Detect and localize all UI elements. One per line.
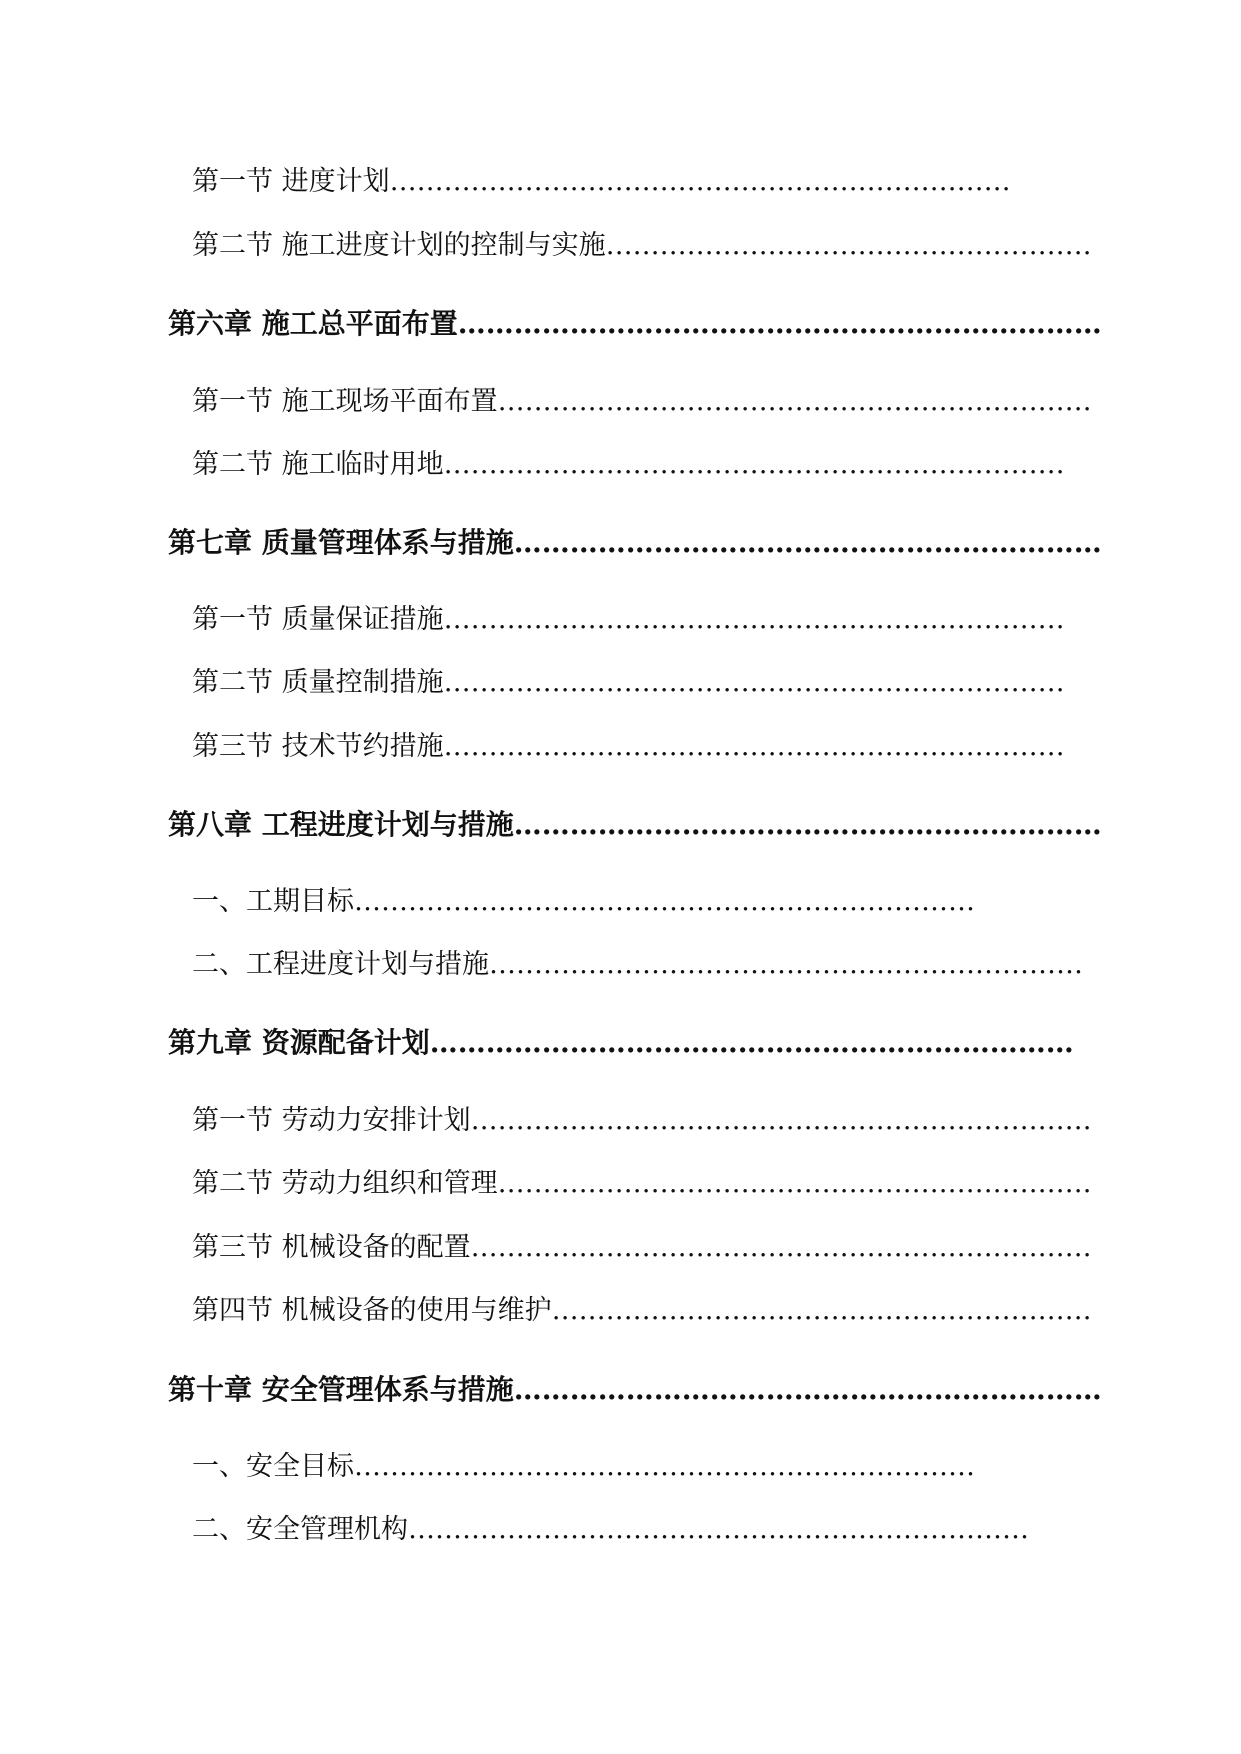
- toc-label: 第三节 机械设备的配置: [192, 1232, 471, 1263]
- toc-chapter-6: [168, 307, 1102, 340]
- toc-chapter-10: [168, 1373, 1102, 1406]
- toc-label: 二、工程进度计划与措施: [192, 949, 489, 980]
- toc-label: 第十章 安全管理体系与措施: [168, 1373, 514, 1406]
- toc-section-equipment-config: [192, 1234, 1092, 1261]
- toc-label: 第一节 进度计划: [192, 166, 390, 197]
- toc-leader: ……………………………………………………………: [443, 667, 1065, 698]
- toc-leader: ……………………………………………………………: [429, 1026, 1074, 1059]
- toc-leader: ……………………………………………………………: [354, 886, 975, 917]
- toc-section-progress-plan: [192, 168, 1011, 195]
- toc-chapter-8: [168, 808, 1102, 841]
- toc-label: 第二节 施工临时用地: [192, 449, 444, 480]
- toc-label: 一、工期目标: [192, 886, 354, 917]
- toc-section-schedule-goal: [192, 888, 975, 915]
- toc-label: 二、安全管理机构: [192, 1514, 408, 1545]
- toc-chapter-7: [168, 526, 1102, 559]
- toc-label: 一、安全目标: [192, 1451, 354, 1482]
- toc-label: 第一节 施工现场平面布置: [192, 386, 498, 417]
- toc-section-schedule-measures: [192, 951, 1083, 978]
- toc-leader: ……………………………………………………………: [443, 731, 1065, 762]
- toc-label: 第一节 劳动力安排计划: [192, 1105, 471, 1136]
- toc-label: 第四节 机械设备的使用与维护: [192, 1295, 552, 1326]
- toc-leader: ……………………………………………………………: [470, 1105, 1092, 1136]
- toc-label: 第二节 劳动力组织和管理: [192, 1168, 498, 1199]
- toc-label: 第八章 工程进度计划与措施: [168, 808, 514, 841]
- toc-section-tech-saving: [192, 733, 1065, 760]
- toc-label: 第二节 质量控制措施: [192, 667, 444, 698]
- toc-section-quality-control: [192, 669, 1065, 696]
- toc-section-quality-assurance: [192, 606, 1065, 633]
- toc-label: 第三节 技术节约措施: [192, 731, 444, 762]
- toc-leader: ………………………………………………: [605, 230, 1092, 261]
- toc-leader: …………………………………………………………: [497, 1168, 1092, 1199]
- toc-leader: ………………………………………………………: [513, 808, 1102, 841]
- toc-label: 第九章 资源配备计划: [168, 1026, 430, 1059]
- toc-section-labor-plan: [192, 1107, 1092, 1134]
- toc-section-progress-control: [192, 232, 1092, 259]
- toc-label: 第一节 质量保证措施: [192, 604, 444, 635]
- toc-leader: ……………………………………………………………: [443, 449, 1065, 480]
- toc-leader: …………………………………………………………: [497, 386, 1092, 417]
- toc-leader: ……………………………………………………: [551, 1295, 1092, 1326]
- toc-section-temporary-land: [192, 451, 1065, 478]
- toc-leader: ……………………………………………………………: [443, 604, 1065, 635]
- toc-section-safety-goal: [192, 1453, 975, 1480]
- toc-section-site-layout: [192, 388, 1092, 415]
- toc-leader: ………………………………………………………: [513, 526, 1102, 559]
- toc-label: 第六章 施工总平面布置: [168, 307, 458, 340]
- toc-leader: ………………………………………………………: [513, 1373, 1102, 1406]
- toc-chapter-9: [168, 1026, 1074, 1059]
- toc-leader: ……………………………………………………………: [389, 166, 1011, 197]
- toc-section-safety-organization: [192, 1516, 1029, 1543]
- toc-leader: ……………………………………………………………: [470, 1232, 1092, 1263]
- toc-label: 第七章 质量管理体系与措施: [168, 526, 514, 559]
- toc-section-labor-management: [192, 1170, 1092, 1197]
- toc-leader: …………………………………………………………: [489, 949, 1083, 980]
- toc-leader: ……………………………………………………………: [457, 307, 1102, 340]
- toc-leader: ……………………………………………………………: [354, 1451, 975, 1482]
- toc-label: 第二节 施工进度计划的控制与实施: [192, 230, 606, 261]
- toc-section-equipment-maintenance: [192, 1297, 1092, 1324]
- toc-leader: ……………………………………………………………: [408, 1514, 1029, 1545]
